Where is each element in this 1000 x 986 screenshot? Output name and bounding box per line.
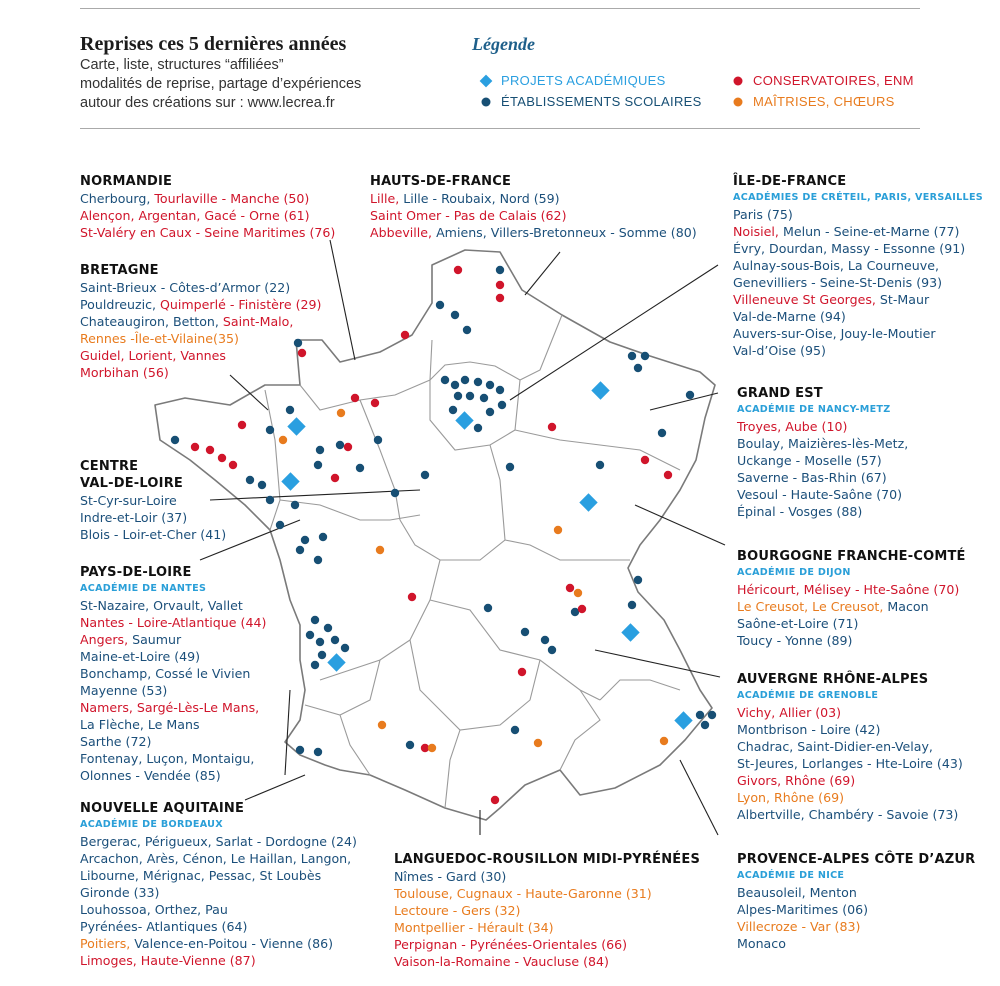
school-dot: [634, 364, 642, 372]
location-text: Bonchamp, Cossé le Vivien: [80, 666, 251, 681]
academy-label: ACADÉMIE DE NANCY-METZ: [737, 404, 891, 415]
conservatory-dot: [408, 593, 416, 601]
location-line: [737, 806, 963, 823]
location-line: [737, 615, 966, 632]
location-text: Toucy - Yonne (89): [737, 633, 853, 648]
location-text: Namers, Sargé-Lès-Le Mans,: [80, 700, 260, 715]
school-dot: [474, 378, 482, 386]
location-text: Uckange - Moselle (57): [737, 453, 882, 468]
location-text: Quimperlé - Finistère (29): [160, 297, 322, 312]
school-dot: [316, 638, 324, 646]
school-dot: [486, 408, 494, 416]
location-text: Bergerac, Périgueux, Sarlat - Dordogne (24): [80, 834, 357, 849]
school-dot: [634, 576, 642, 584]
conservatory-dot: [566, 584, 574, 592]
location-text: Toulouse, Cugnaux - Haute-Garonne (31): [394, 886, 652, 901]
location-text: Auvers-sur-Oise, Jouy-le-Moutier: [733, 326, 936, 341]
location-line: [733, 206, 983, 223]
location-text: Saône-et-Loire (71): [737, 616, 859, 631]
location-line: [370, 207, 697, 224]
conservatory-dot: [664, 471, 672, 479]
location-line: [733, 257, 983, 274]
location-text: Givors, Rhône (69): [737, 773, 856, 788]
school-dot: [474, 424, 482, 432]
location-text: St-Cyr-sur-Loire: [80, 493, 177, 508]
location-text: Genevilliers - Seine-St-Denis (93): [733, 275, 943, 290]
school-dot: [484, 604, 492, 612]
location-line: [737, 772, 963, 789]
school-dot: [336, 441, 344, 449]
school-dot: [374, 436, 382, 444]
location-line: [80, 313, 321, 330]
location-line: [733, 223, 983, 240]
school-dot: [301, 536, 309, 544]
conservatory-dot: [344, 443, 352, 451]
school-dot: [171, 436, 179, 444]
conservatory-dot: [371, 399, 379, 407]
school-dot: [296, 546, 304, 554]
location-line: [80, 509, 226, 526]
school-dot: [316, 446, 324, 454]
conservatory-dot: [454, 266, 462, 274]
school-dot: [314, 461, 322, 469]
location-line: [80, 767, 266, 784]
location-line: [80, 867, 357, 884]
location-text: Saumur: [132, 632, 182, 647]
subtitle-line: autour des créations sur : www.lecrea.fr: [80, 95, 335, 111]
location-line: [370, 224, 697, 241]
location-text: Lille,: [370, 191, 404, 206]
location-text: Vichy, Allier (03): [737, 705, 842, 720]
conservatory-dot: [206, 446, 214, 454]
location-text: Alpes-Maritimes (06): [737, 902, 869, 917]
location-line: [737, 503, 908, 520]
choir-dot: [378, 721, 386, 729]
region-name: NORMANDIE: [80, 174, 173, 189]
location-text: St-Jeures, Lorlanges - Hte-Loire (43): [737, 756, 963, 771]
location-line: [80, 682, 266, 699]
conservatory-dot: [351, 394, 359, 402]
school-dot: [311, 616, 319, 624]
school-dot: [441, 376, 449, 384]
location-text: Louhossoa, Orthez, Pau: [80, 902, 228, 917]
school-dot: [266, 496, 274, 504]
school-dot: [486, 381, 494, 389]
location-text: Abbeville,: [370, 225, 437, 240]
school-dot: [436, 301, 444, 309]
location-text: Poitiers,: [80, 936, 135, 951]
location-line: [80, 952, 357, 969]
conservatory-dot: [229, 461, 237, 469]
location-text: Villeneuve St Georges,: [733, 292, 880, 307]
location-text: Melun - Seine-et-Marne (77): [782, 224, 960, 239]
location-text: Blois - Loir-et-Cher (41): [80, 527, 227, 542]
school-dot: [319, 533, 327, 541]
school-dot: [641, 352, 649, 360]
location-text: Val-d’Oise (95): [733, 343, 826, 358]
location-line: [737, 918, 975, 935]
location-line: [394, 953, 700, 970]
location-text: Maine-et-Loire (49): [80, 649, 201, 664]
location-text: Macon: [887, 599, 929, 614]
location-line: [737, 755, 963, 772]
school-dot: [686, 391, 694, 399]
school-dot: [314, 748, 322, 756]
location-text: Nantes - Loire-Atlantique (44): [80, 615, 267, 630]
location-line: [80, 884, 357, 901]
location-line: [737, 704, 963, 721]
location-text: Pouldreuzic,: [80, 297, 160, 312]
location-text: Le Creusot, Le Creusot,: [737, 599, 888, 614]
school-dot: [258, 481, 266, 489]
conservatory-dot: [578, 605, 586, 613]
school-dot: [356, 464, 364, 472]
region-bretagne: [80, 262, 321, 381]
legend-label: MAÎTRISES, CHŒURS: [753, 94, 895, 109]
region-name: GRAND EST: [737, 386, 823, 401]
academy-label: ACADÉMIES DE CRÉTEIL, PARIS, VERSAILLES: [733, 192, 984, 203]
school-dot: [391, 489, 399, 497]
location-line: [80, 526, 226, 543]
school-dot: [480, 394, 488, 402]
school-dot: [449, 406, 457, 414]
location-line: [737, 935, 975, 952]
location-line: [80, 631, 266, 648]
location-text: Angers,: [80, 632, 133, 647]
academy-label: ACADÉMIE DE BORDEAUX: [80, 819, 223, 830]
location-text: Lyon, Rhône (69): [737, 790, 845, 805]
location-line: [370, 190, 697, 207]
conservatory-dot: [496, 294, 504, 302]
conservatory-dot: [548, 423, 556, 431]
location-line: [737, 435, 908, 452]
location-text: Boulay, Maizières-lès-Metz,: [737, 436, 909, 451]
choir-dot: [660, 737, 668, 745]
location-line: [80, 699, 266, 716]
region-name: BRETAGNE: [80, 263, 159, 278]
location-text: Arcachon, Arès, Cénon, Le Haillan, Langon,: [80, 851, 352, 866]
location-line: [80, 224, 335, 241]
location-line: [737, 469, 908, 486]
region-auvergne-rhone-alpes: [737, 671, 963, 823]
location-line: [733, 325, 983, 342]
school-dot: [314, 556, 322, 564]
location-text: Nîmes - Gard (30): [394, 869, 507, 884]
location-text: Saint-Brieux - Côtes-d’Armor (22): [80, 280, 291, 295]
location-text: Saint Omer - Pas de Calais (62): [370, 208, 567, 223]
location-line: [737, 721, 963, 738]
school-dot: [454, 392, 462, 400]
location-text: Lille - Roubaix, Nord (59): [403, 191, 560, 206]
location-text: Aulnay-sous-Bois, La Courneuve,: [733, 258, 939, 273]
location-line: [80, 330, 321, 347]
school-dot: [628, 601, 636, 609]
location-text: Albertville, Chambéry - Savoie (73): [737, 807, 959, 822]
page-title: Reprises ces 5 dernières années: [80, 33, 347, 55]
location-line: [80, 347, 321, 364]
location-text: St-Maur: [879, 292, 930, 307]
location-text: Libourne, Mérignac, Pessac, St Loubès: [80, 868, 322, 883]
school-dot: [451, 311, 459, 319]
location-text: Alençon, Argentan, Gacé - Orne (61): [80, 208, 310, 223]
school-dot: [331, 636, 339, 644]
school-dot: [306, 631, 314, 639]
school-dot: [291, 501, 299, 509]
location-text: Val-de-Marne (94): [733, 309, 846, 324]
location-text: Troyes, Aube (10): [737, 419, 848, 434]
conservatory-dot: [641, 456, 649, 464]
school-dot: [324, 624, 332, 632]
conservatory-dot: [331, 474, 339, 482]
choir-dot: [554, 526, 562, 534]
choir-dot: [428, 744, 436, 752]
region-grand-est: [737, 385, 908, 520]
location-line: [80, 364, 321, 381]
location-text: Sarthe (72): [80, 734, 152, 749]
location-text: Saverne - Bas-Rhin (67): [737, 470, 887, 485]
school-dot: [461, 376, 469, 384]
location-line: [394, 936, 700, 953]
conservatory-dot: [491, 796, 499, 804]
location-line: [394, 902, 700, 919]
school-dot: [286, 406, 294, 414]
legend-label: CONSERVATOIRES, ENM: [753, 73, 914, 88]
location-text: Valence-en-Poitou - Vienne (86): [134, 936, 334, 951]
subtitle-line: modalités de reprise, partage d’expériences: [80, 76, 362, 92]
location-line: [737, 738, 963, 755]
location-text: Rennes -Île-et-Vilaine(35): [80, 331, 239, 346]
academy-label: ACADÉMIE DE NICE: [737, 870, 845, 881]
location-text: Morbihan (56): [80, 365, 169, 380]
school-dot: [246, 476, 254, 484]
region-ile-de-france: [733, 173, 983, 359]
school-dot: [696, 711, 704, 719]
legend-label: PROJETS ACADÉMIQUES: [501, 73, 666, 88]
location-text: Montbrison - Loire (42): [737, 722, 881, 737]
location-text: Lectoure - Gers (32): [394, 903, 521, 918]
location-text: Mayenne (53): [80, 683, 168, 698]
location-line: [80, 918, 357, 935]
location-line: [737, 486, 908, 503]
location-text: Paris (75): [733, 207, 793, 222]
region-pays-de-loire: [80, 564, 266, 784]
choir-dot: [534, 739, 542, 747]
location-text: Monaco: [737, 936, 786, 951]
school-dot: [596, 461, 604, 469]
location-line: [80, 665, 266, 682]
school-dot: [406, 741, 414, 749]
region-hauts-de-france: [370, 173, 697, 241]
region-name: NOUVELLE AQUITAINE: [80, 801, 245, 816]
location-text: Limoges, Haute-Vienne (87): [80, 953, 256, 968]
location-text: Vaison-la-Romaine - Vaucluse (84): [394, 954, 609, 969]
location-text: Évry, Dourdan, Massy - Essonne (91): [733, 241, 966, 256]
location-line: [733, 342, 983, 359]
location-text: Indre-et-Loir (37): [80, 510, 188, 525]
location-text: Montpellier - Hérault (34): [394, 920, 554, 935]
location-line: [733, 274, 983, 291]
school-dot: [296, 746, 304, 754]
academy-label: ACADÉMIE DE NANTES: [80, 583, 207, 594]
region-normandie: [80, 173, 335, 241]
school-dot: [496, 386, 504, 394]
academy-label: ACADÉMIE DE GRENOBLE: [737, 690, 879, 701]
region-bourgogne-franche-comte: [737, 548, 966, 649]
school-dot: [701, 721, 709, 729]
choir-dot: [376, 546, 384, 554]
region-name: AUVERGNE RHÔNE-ALPES: [737, 672, 929, 687]
region-name: PAYS-DE-LOIRE: [80, 565, 192, 580]
school-dot: [708, 711, 716, 719]
location-text: Fontenay, Luçon, Montaigu,: [80, 751, 255, 766]
location-line: [733, 240, 983, 257]
location-line: [80, 716, 266, 733]
location-line: [737, 581, 966, 598]
location-text: Pyrénées- Atlantiques (64): [80, 919, 248, 934]
location-line: [737, 901, 975, 918]
choir-dot: [574, 589, 582, 597]
location-line: [737, 452, 908, 469]
location-line: [80, 296, 321, 313]
location-line: [80, 935, 357, 952]
choir-dot: [279, 436, 287, 444]
location-line: [394, 885, 700, 902]
legend-title: Légende: [472, 34, 535, 54]
location-line: [80, 614, 266, 631]
location-text: Amiens, Villers-Bretonneux - Somme (80): [436, 225, 697, 240]
conservatory-dot: [401, 331, 409, 339]
school-dot: [628, 352, 636, 360]
school-dot: [341, 644, 349, 652]
region-name: LANGUEDOC-ROUSILLON MIDI-PYRÉNÉES: [394, 852, 701, 867]
location-text: Gironde (33): [80, 885, 160, 900]
legend-label: ÉTABLISSEMENTS SCOLAIRES: [501, 94, 702, 109]
subtitle-line: Carte, liste, structures “affiliées”: [80, 57, 284, 73]
location-line: [737, 418, 908, 435]
location-line: [80, 597, 266, 614]
location-text: St-Valéry en Caux - Seine Maritimes (76): [80, 225, 336, 240]
location-line: [737, 632, 966, 649]
location-text: Chateaugiron, Betton,: [80, 314, 223, 329]
location-text: St-Nazaire, Orvault, Vallet: [80, 598, 243, 613]
academy-label: ACADÉMIE DE DIJON: [737, 567, 851, 578]
location-line: [80, 850, 357, 867]
location-line: [80, 648, 266, 665]
location-line: [80, 492, 226, 509]
location-line: [737, 884, 975, 901]
school-dot: [276, 521, 284, 529]
conservatory-dot: [238, 421, 246, 429]
location-line: [80, 833, 357, 850]
location-line: [394, 868, 700, 885]
conservatory-dot: [496, 281, 504, 289]
school-dot: [498, 401, 506, 409]
school-dot: [266, 426, 274, 434]
school-dot: [521, 628, 529, 636]
conservatory-dot: [191, 443, 199, 451]
location-text: Perpignan - Pyrénées-Orientales (66): [394, 937, 628, 952]
location-text: Guidel, Lorient, Vannes: [80, 348, 226, 363]
school-dot: [548, 646, 556, 654]
region-provence-alpes-cote-dazur: [737, 851, 975, 952]
location-line: [737, 598, 966, 615]
school-dot: [311, 661, 319, 669]
region-nouvelle-aquitaine: [80, 800, 357, 969]
location-text: Cherbourg,: [80, 191, 155, 206]
school-dot: [466, 392, 474, 400]
region-name: PROVENCE-ALPES CÔTE D’AZUR: [737, 852, 976, 867]
location-text: Olonnes - Vendée (85): [80, 768, 221, 783]
school-dot: [496, 266, 504, 274]
school-dot: [463, 326, 471, 334]
location-line: [80, 750, 266, 767]
region-name: CENTRE VAL-DE-LOIRE: [80, 459, 183, 491]
location-text: Héricourt, Mélisey - Hte-Saône (70): [737, 582, 960, 597]
location-line: [733, 308, 983, 325]
location-line: [80, 733, 266, 750]
location-text: Épinal - Vosges (88): [737, 504, 863, 519]
location-line: [80, 279, 321, 296]
location-line: [80, 901, 357, 918]
location-text: Noisiel,: [733, 224, 783, 239]
location-text: Chadrac, Saint-Didier-en-Velay,: [737, 739, 933, 754]
school-dot: [506, 463, 514, 471]
school-dot: [541, 636, 549, 644]
school-dot: [511, 726, 519, 734]
region-name: ÎLE-DE-FRANCE: [733, 174, 847, 189]
region-centre-val-de-loire: [80, 458, 226, 543]
location-text: La Flèche, Le Mans: [80, 717, 200, 732]
location-line: [80, 190, 335, 207]
location-line: [737, 789, 963, 806]
region-name: HAUTS-DE-FRANCE: [370, 174, 512, 189]
location-line: [394, 919, 700, 936]
location-text: Beausoleil, Menton: [737, 885, 857, 900]
location-text: Saint-Malo,: [222, 314, 294, 329]
conservatory-dot: [518, 668, 526, 676]
location-line: [80, 207, 335, 224]
location-text: Tourlaville - Manche (50): [154, 191, 310, 206]
school-dot: [658, 429, 666, 437]
choir-dot: [337, 409, 345, 417]
location-line: [733, 291, 983, 308]
location-text: Vesoul - Haute-Saône (70): [737, 487, 903, 502]
region-languedoc-roussillon: [394, 851, 700, 970]
location-text: Villecroze - Var (83): [737, 919, 861, 934]
school-dot: [318, 651, 326, 659]
school-dot: [421, 471, 429, 479]
school-dot: [451, 381, 459, 389]
region-name: BOURGOGNE FRANCHE-COMTÉ: [737, 549, 966, 564]
